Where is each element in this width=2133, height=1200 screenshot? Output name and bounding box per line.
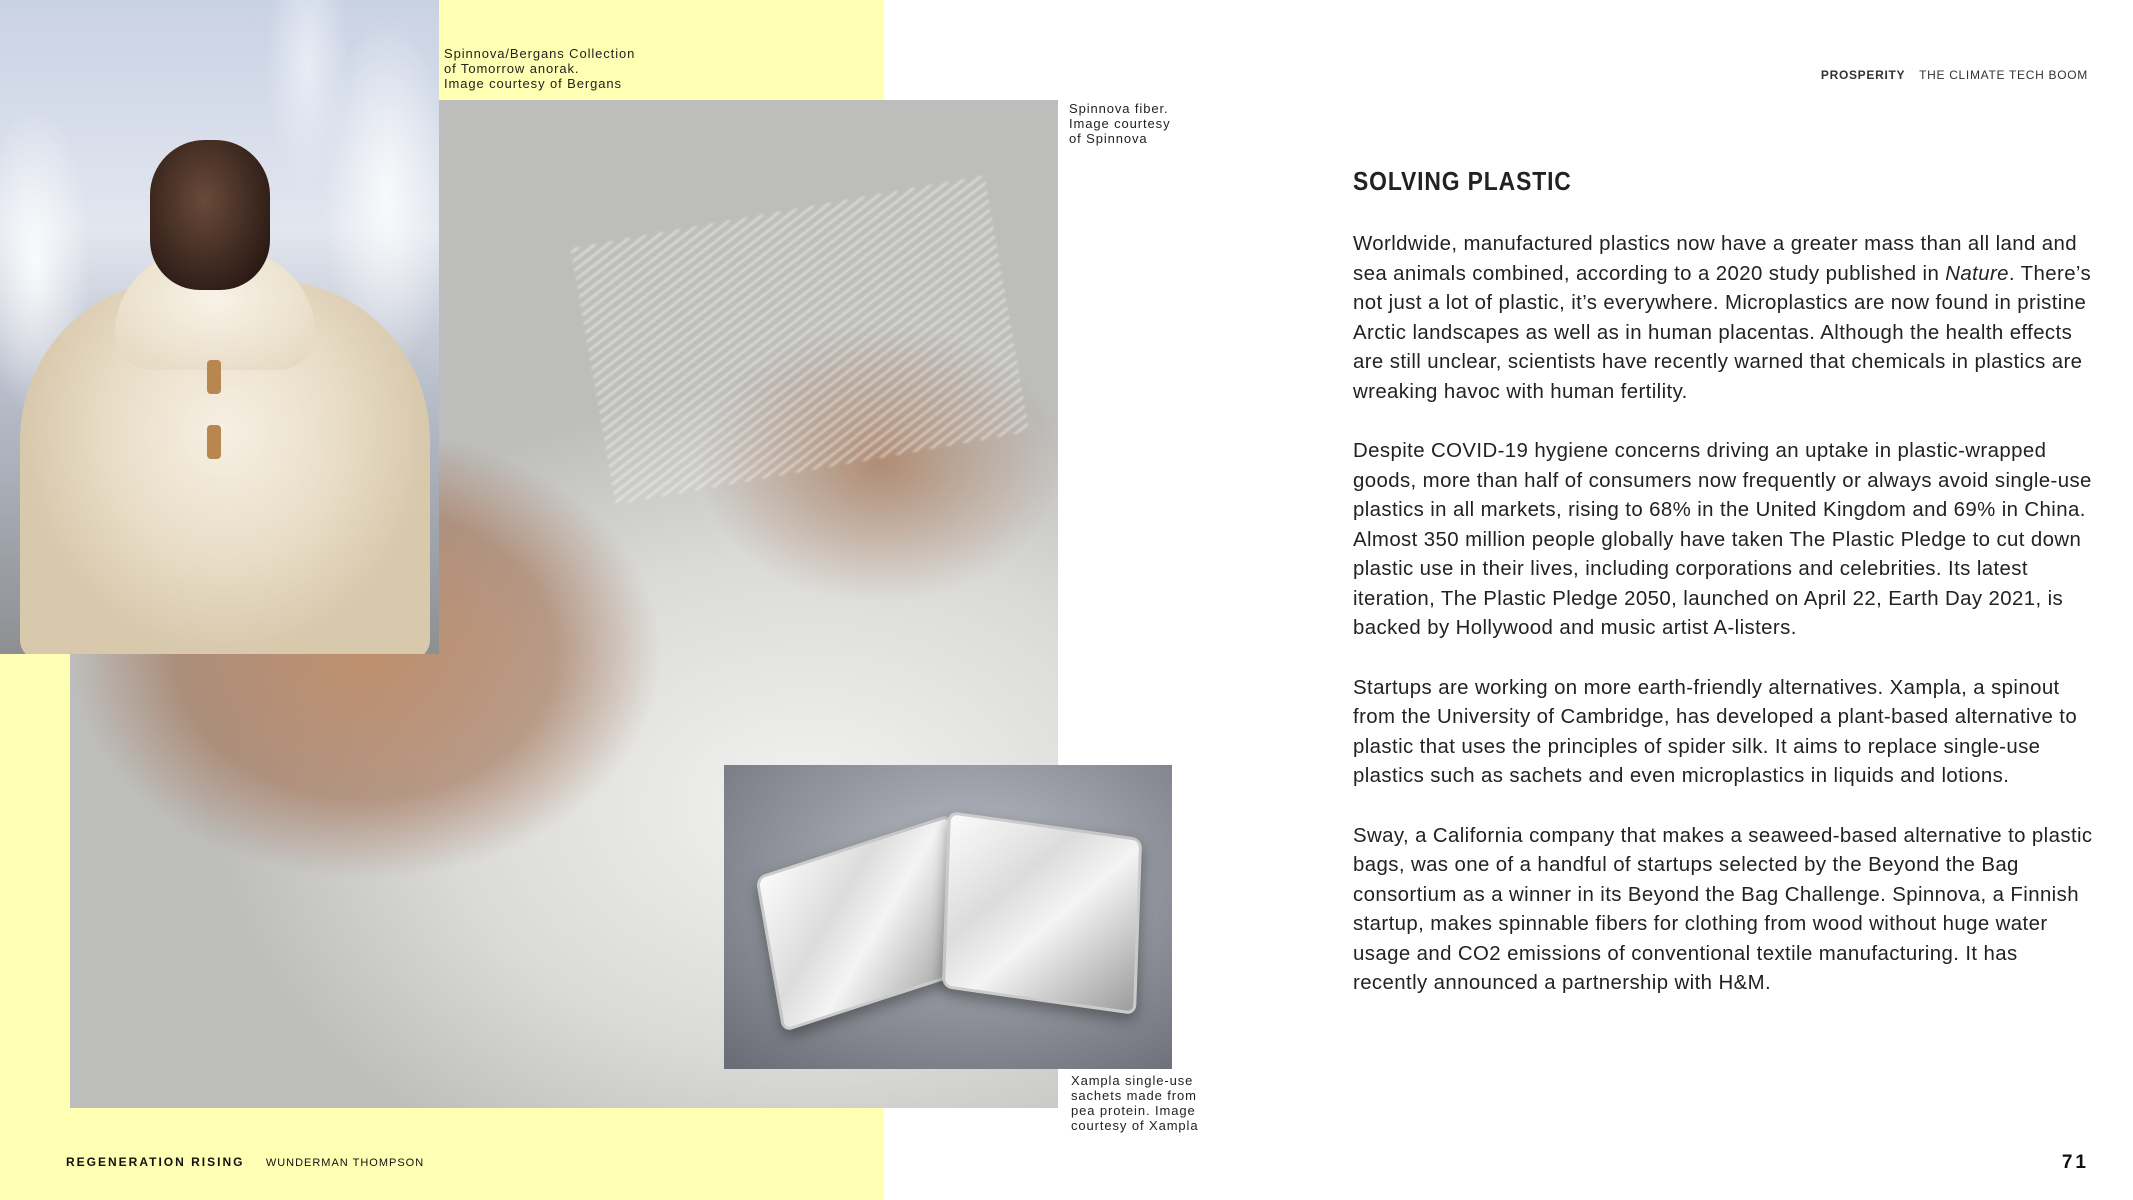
journal-name: Nature (1945, 262, 2009, 285)
sachet (942, 811, 1142, 1015)
xampla-caption: Xampla single-use sachets made from pea protein. Image courtesy of Xampla (1071, 1073, 1199, 1133)
paragraph-1-text: Worldwide, manufactured plastics now have a greater mass than all land and sea animals combined, according to a 2020 study published in (1353, 233, 2078, 285)
publisher-name: WUNDERMAN THOMPSON (265, 1157, 425, 1169)
xampla-sachets-photo (724, 765, 1172, 1069)
report-title: THE CLIMATE TECH BOOM (1919, 68, 2088, 82)
fiber-caption: Spinnova fiber. Image courtesy of Spinnova (1069, 101, 1171, 146)
paragraph-4: Sway, a California company that makes a seaweed-based alternative to plastic bags, was one of a handful of startups selected by the Beyond the Bag consortium as a winner in its Beyond the Bag Challenge. Spinnova, a Finnish startup, makes spinnable fibers for clothing from wood without huge water usage and CO2 emissions of conventional textile manufacturing. It has recently announced a partnership with H&M. (1353, 824, 2093, 994)
paragraph-2: Despite COVID-19 hygiene concerns driving an uptake in plastic-wrapped goods, more than half of consumers now frequently or always avoid single-use plastics in all markets, rising to 68% in the United Kingdom and 69% in China. Almost 350 million people globally have taken The Plastic Pledge to cut down plastic use in their lives, including corporations and celebrities. Its latest iteration, The Plastic Pledge 2050, launched on April 22, Earth Day 2021, is backed by Hollywood and music artist A-listers. (1353, 440, 2092, 639)
article-heading: SOLVING PLASTIC (1353, 166, 1572, 196)
paragraph-1 (1353, 230, 2098, 407)
paragraph-1-text-continued: . There’s not just a lot of plastic, it’s everywhere. Microplastics are now found in pristine Arctic landscapes as well as in human placentas. Although the health effects are still unclear, scientists have recently warned that chemicals in plastics are wreaking havoc with human fertility. (1353, 262, 2092, 403)
paragraph-3: Startups are working on more earth-friendly alternatives. Xampla, a spinout from the University of Cambridge, has developed a plant-based alternative to plastic that uses the principles of spider silk. It aims to replace single-use plastics such as sachets and even microplastics in liquids and lotions. (1353, 676, 2078, 787)
footer-brand (66, 1155, 424, 1169)
toggle-button-detail (207, 425, 221, 459)
article-body (1353, 230, 2098, 1029)
brand-name: REGENERATION RISING (66, 1155, 245, 1169)
fiber-strands (571, 176, 1030, 505)
anorak-caption: Spinnova/Bergans Collection of Tomorrow anorak. Image courtesy of Bergans (444, 46, 636, 91)
section-label: PROSPERITY (1820, 68, 1906, 82)
toggle-button-detail (207, 360, 221, 394)
anorak-model-photo (0, 0, 439, 654)
model-head (150, 140, 270, 290)
running-header (1821, 68, 2088, 82)
page-number: 71 (2061, 1152, 2089, 1173)
